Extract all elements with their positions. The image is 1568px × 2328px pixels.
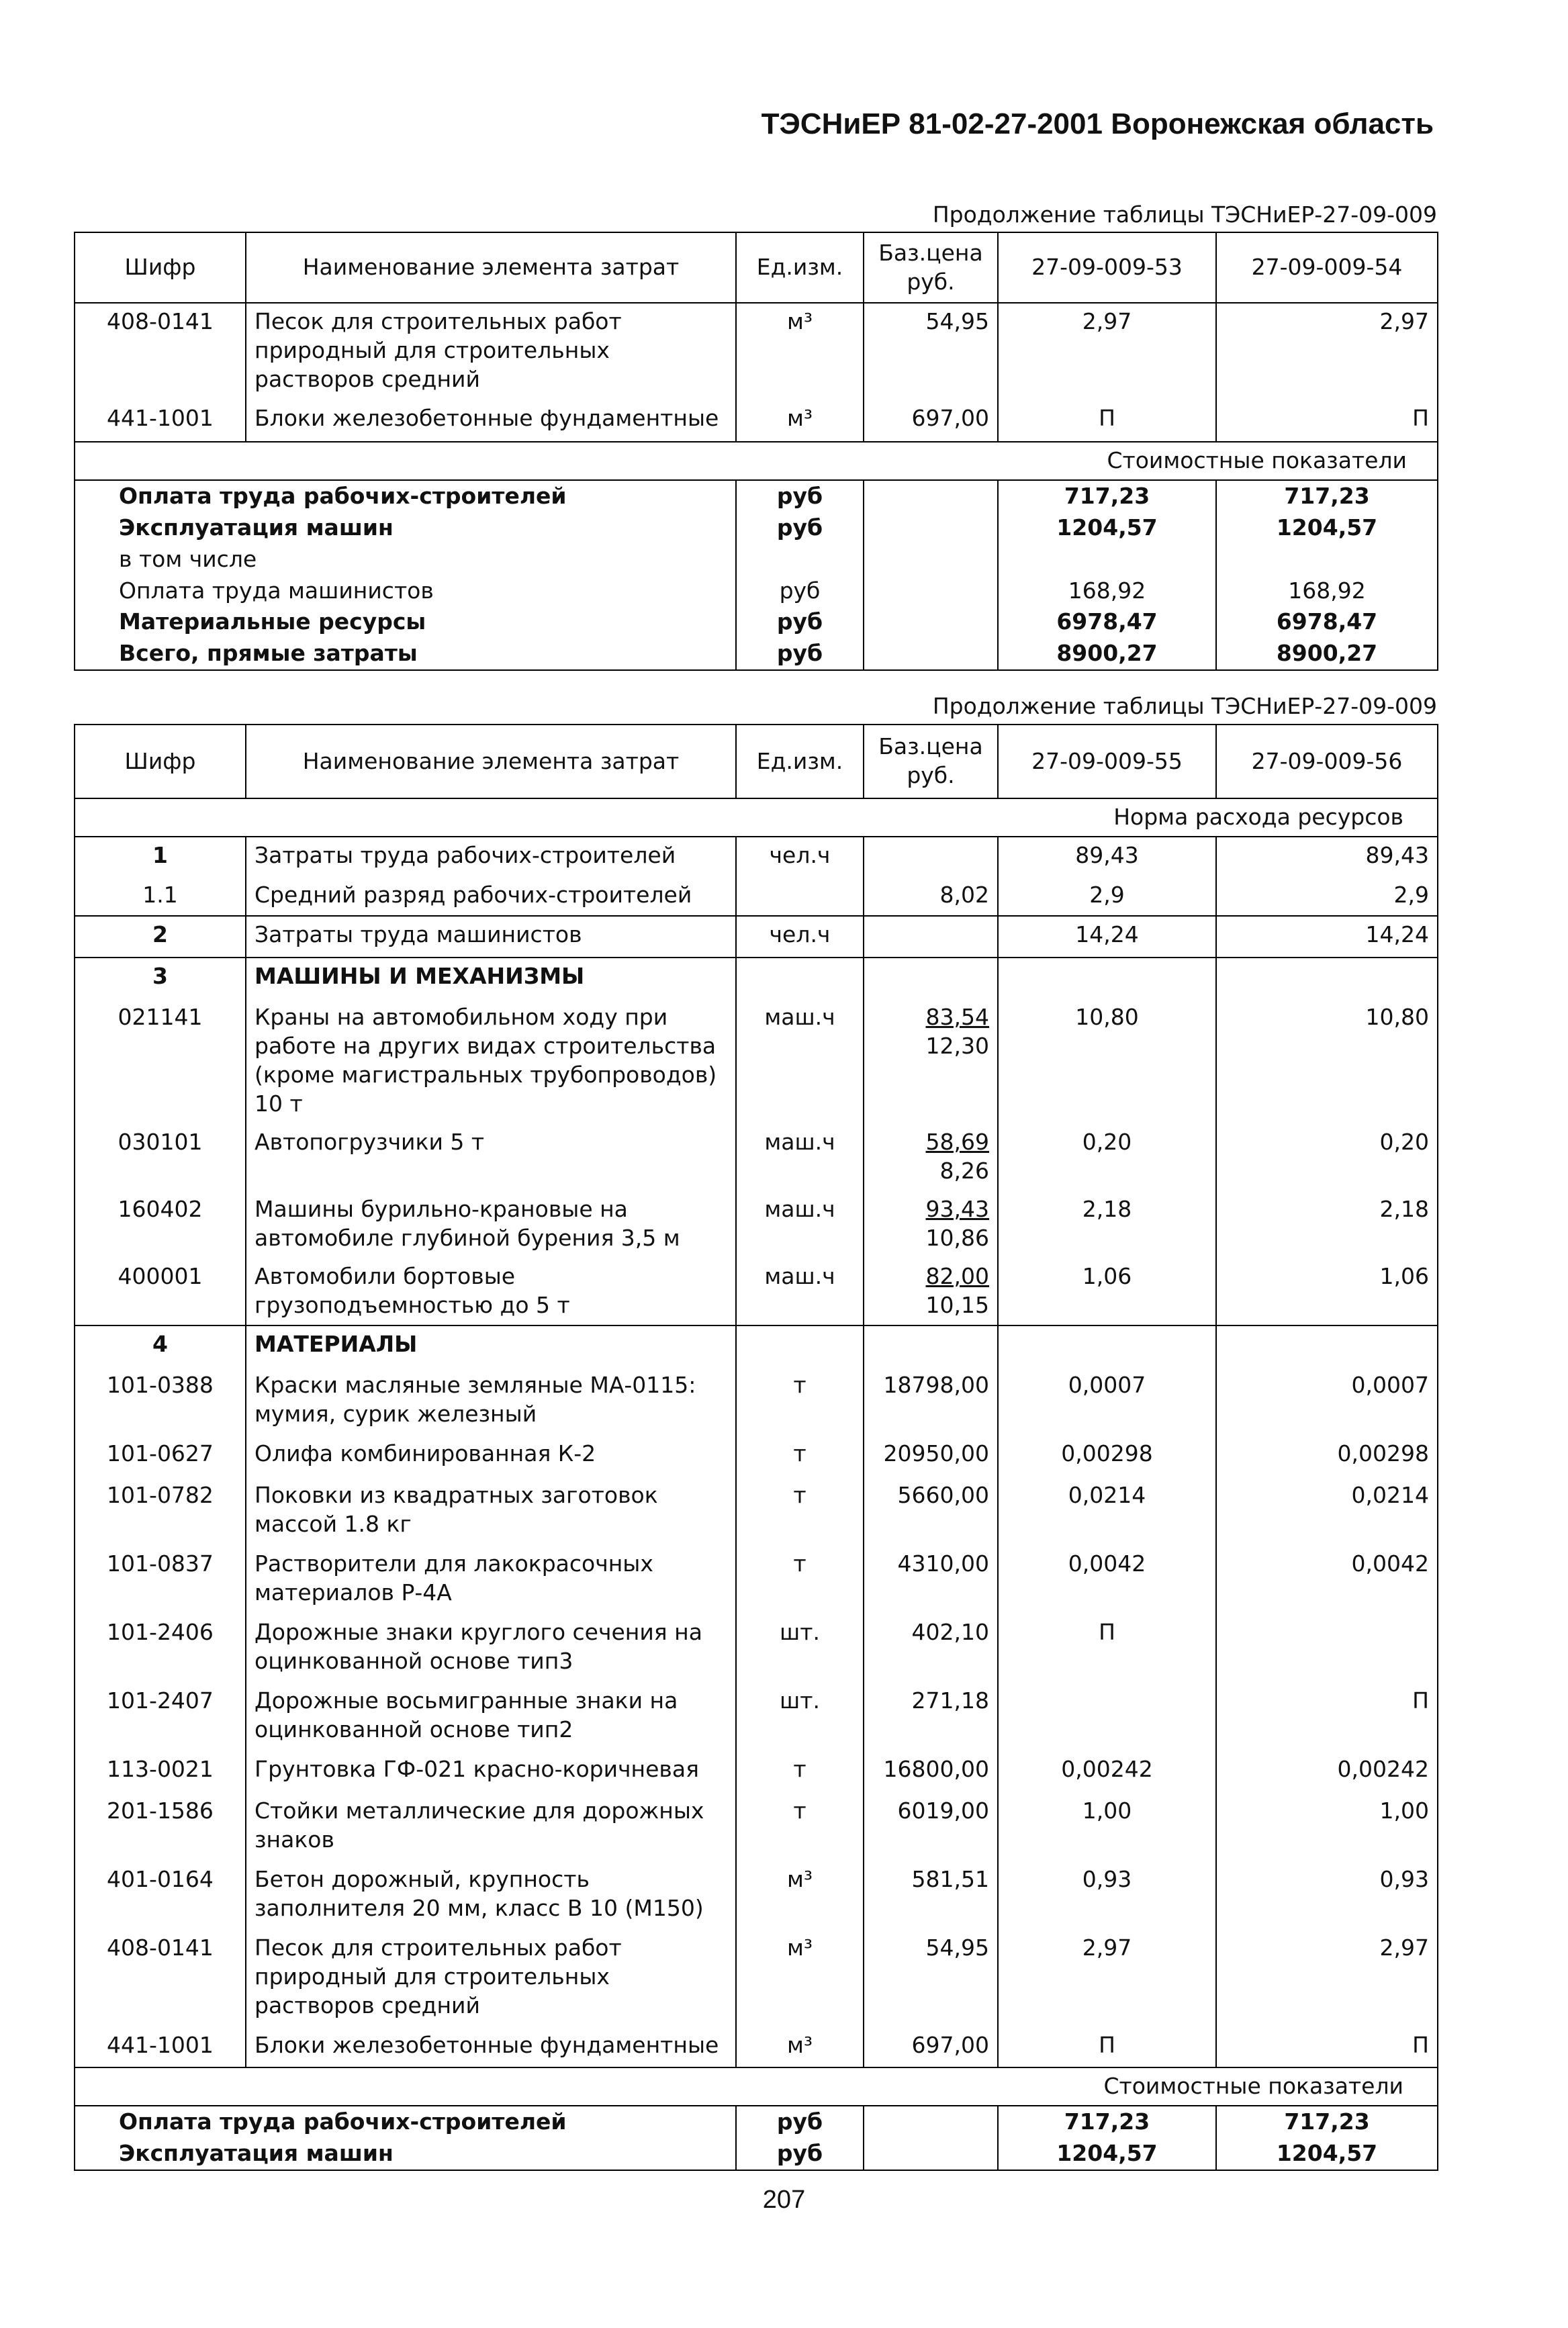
cell-unit: шт. [736, 1614, 864, 1683]
cell-value-2: 1,00 [1216, 1793, 1438, 1861]
cell-code: 101-0627 [75, 1436, 246, 1477]
section-code: 4 [75, 1325, 246, 1367]
cell-value-1: 0,0007 [998, 1367, 1216, 1436]
cell-value-1: 89,43 [998, 837, 1216, 877]
cell-value-1: 2,9 [998, 877, 1216, 916]
cell-price [864, 2106, 998, 2138]
table-row [75, 2138, 1438, 2170]
cell-price [864, 1124, 998, 1191]
cell-price: 581,51 [864, 1861, 998, 1930]
cell-value-2: 2,9 [1216, 877, 1438, 916]
cell-value-1 [998, 1325, 1216, 1367]
price-labor: 12,30 [925, 1032, 989, 1059]
cell-name: Автомобили бортовые грузоподъемностью до 5 т [246, 1258, 736, 1325]
cell-value-1: 2,97 [998, 1930, 1216, 2027]
cell-code: 1.1 [75, 877, 246, 916]
cell-price: 20950,00 [864, 1436, 998, 1477]
total-label: Материальные ресурсы [75, 606, 736, 638]
price-labor: 10,15 [925, 1291, 989, 1318]
header-code: Шифр [75, 232, 246, 303]
cell-price: 402,10 [864, 1614, 998, 1683]
cell-name: Автопогрузчики 5 т [246, 1124, 736, 1191]
table-row [75, 512, 1438, 544]
cell-value-1: 2,97 [998, 303, 1216, 400]
cell-name: Растворители для лакокрасочных материалов Р-4А [246, 1546, 736, 1614]
cell-unit: т [736, 1546, 864, 1614]
cell-unit: т [736, 1793, 864, 1861]
cell-code: 408-0141 [75, 1930, 246, 2027]
total-value-1: 717,23 [998, 2106, 1216, 2138]
total-value-1: 717,23 [998, 480, 1216, 512]
cell-unit: т [736, 1367, 864, 1436]
table1 [74, 232, 1438, 671]
cell-value-1: 10,80 [998, 999, 1216, 1124]
cell-name: Дорожные знаки круглого сечения на оцинкованной основе тип3 [246, 1614, 736, 1683]
cell-value-1: 1,00 [998, 1793, 1216, 1861]
section-title: МАТЕРИАЛЫ [246, 1325, 736, 1367]
total-unit: руб [736, 480, 864, 512]
cell-code: 201-1586 [75, 1793, 246, 1861]
cell-price: 5660,00 [864, 1477, 998, 1546]
header-col2: 27-09-009-54 [1216, 232, 1438, 303]
total-label: Оплата труда рабочих-строителей [75, 480, 736, 512]
cell-price [864, 512, 998, 544]
cell-code: 101-0782 [75, 1477, 246, 1546]
cell-value-2: 0,0007 [1216, 1367, 1438, 1436]
cell-name: Песок для строительных работ природный для строительных растворов средний [246, 1930, 736, 2027]
cell-name: Грунтовка ГФ-021 красно-коричневая [246, 1751, 736, 1793]
cell-unit: т [736, 1477, 864, 1546]
total-value-2: 6978,47 [1216, 606, 1438, 638]
cell-price: 8,02 [864, 877, 998, 916]
table-row [75, 2027, 1438, 2067]
cell-value-2: 0,00298 [1216, 1436, 1438, 1477]
cell-code: 113-0021 [75, 1751, 246, 1793]
cell-value-1: 0,20 [998, 1124, 1216, 1191]
cell-value-1: 14,24 [998, 916, 1216, 958]
table-row [75, 1124, 1438, 1191]
cell-unit: м³ [736, 2027, 864, 2067]
cell-price [864, 1258, 998, 1325]
cell-value-1: 0,00242 [998, 1751, 1216, 1793]
cell-value-2: 10,80 [1216, 999, 1438, 1124]
cell-price: 697,00 [864, 2027, 998, 2067]
cell-price: 18798,00 [864, 1367, 998, 1436]
cell-unit: маш.ч [736, 1258, 864, 1325]
table-row [75, 1614, 1438, 1683]
cell-name: Бетон дорожный, крупность заполнителя 20 мм, класс В 10 (М150) [246, 1861, 736, 1930]
table1-caption: Продолжение таблицы ТЭСНиЕР-27-09-009 [932, 201, 1437, 228]
total-unit: руб [736, 575, 864, 607]
page-number: 207 [762, 2186, 806, 2214]
total-value-2: 1204,57 [1216, 512, 1438, 544]
cell-code: 401-0164 [75, 1861, 246, 1930]
table-row [75, 1436, 1438, 1477]
cell-code: 441-1001 [75, 2027, 246, 2067]
header-col1: 27-09-009-55 [998, 725, 1216, 798]
header-unit: Ед.изм. [736, 725, 864, 798]
cell-value-1: 0,0042 [998, 1546, 1216, 1614]
cell-name: Средний разряд рабочих-строителей [246, 877, 736, 916]
table-row [75, 837, 1438, 877]
cell-value-1: П [998, 400, 1216, 442]
cell-value-2: 2,97 [1216, 303, 1438, 400]
table-row [75, 1751, 1438, 1793]
total-value-1: 1204,57 [998, 2138, 1216, 2170]
cell-value-1: П [998, 1614, 1216, 1683]
table-row [75, 480, 1438, 512]
cell-price [864, 544, 998, 575]
cell-value-2: 1,06 [1216, 1258, 1438, 1325]
cell-code: 101-0388 [75, 1367, 246, 1436]
cell-price: 6019,00 [864, 1793, 998, 1861]
header-name: Наименование элемента затрат [246, 725, 736, 798]
cell-name: Дорожные восьмигранные знаки на оцинкованной основе тип2 [246, 1683, 736, 1751]
cell-code: 400001 [75, 1258, 246, 1325]
table-row [75, 1793, 1438, 1861]
cell-name: Затраты труда машинистов [246, 916, 736, 958]
total-value-1: 168,92 [998, 575, 1216, 607]
header-code: Шифр [75, 725, 246, 798]
section-cost-header: Стоимостные показатели [75, 442, 1438, 480]
table-row [75, 544, 1438, 575]
price-base: 58,69 [925, 1128, 989, 1155]
cell-code: 441-1001 [75, 400, 246, 442]
cell-value-2: П [1216, 2027, 1438, 2067]
cell-unit: чел.ч [736, 916, 864, 958]
cell-value-2: П [1216, 1683, 1438, 1751]
header-col1: 27-09-009-53 [998, 232, 1216, 303]
total-label: Оплата труда машинистов [75, 575, 736, 607]
cell-name: Блоки железобетонные фундаментные [246, 400, 736, 442]
cell-value-1: П [998, 2027, 1216, 2067]
total-unit: руб [736, 2138, 864, 2170]
cell-value-2: 0,0042 [1216, 1546, 1438, 1614]
table-row [75, 958, 1438, 999]
total-unit: руб [736, 2106, 864, 2138]
cell-code: 101-0837 [75, 1546, 246, 1614]
cell-price [864, 916, 998, 958]
cell-value-2: 0,20 [1216, 1124, 1438, 1191]
cell-price: 54,95 [864, 303, 998, 400]
cell-code: 2 [75, 916, 246, 958]
cell-value-2: П [1216, 400, 1438, 442]
table-row [75, 1683, 1438, 1751]
cell-value-2 [1216, 1614, 1438, 1683]
cell-unit: т [736, 1751, 864, 1793]
section-title: МАШИНЫ И МЕХАНИЗМЫ [246, 958, 736, 999]
total-label: Всего, прямые затраты [75, 638, 736, 670]
cell-unit: маш.ч [736, 999, 864, 1124]
cell-value-2: 2,18 [1216, 1191, 1438, 1258]
total-label: Эксплуатация машин [75, 512, 736, 544]
cell-value-2: 0,00242 [1216, 1751, 1438, 1793]
total-value-2: 717,23 [1216, 2106, 1438, 2138]
total-label: в том числе [75, 544, 736, 575]
cell-name: Песок для строительных работ природный для строительных растворов средний [246, 303, 736, 400]
cell-price [864, 575, 998, 607]
total-value-2 [1216, 544, 1438, 575]
cell-name: Краны на автомобильном ходу при работе на других видах строительства (кроме магистральных трубопроводов) 10 т [246, 999, 736, 1124]
cell-unit: т [736, 1436, 864, 1477]
cell-name: Стойки металлические для дорожных знаков [246, 1793, 736, 1861]
table-row [75, 2067, 1438, 2106]
table-row [75, 1367, 1438, 1436]
table-row [75, 575, 1438, 607]
cell-code: 021141 [75, 999, 246, 1124]
total-label: Оплата труда рабочих-строителей [75, 2106, 736, 2138]
cell-value-2 [1216, 958, 1438, 999]
cell-unit: чел.ч [736, 837, 864, 877]
header-name: Наименование элемента затрат [246, 232, 736, 303]
header-unit: Ед.изм. [736, 232, 864, 303]
table-row [75, 1258, 1438, 1325]
total-unit: руб [736, 606, 864, 638]
total-value-1: 1204,57 [998, 512, 1216, 544]
cell-name: Затраты труда рабочих-строителей [246, 837, 736, 877]
cell-value-2: 2,97 [1216, 1930, 1438, 2027]
cell-unit: м³ [736, 400, 864, 442]
table-row [75, 1325, 1438, 1367]
cell-unit [736, 958, 864, 999]
cell-price: 54,95 [864, 1930, 998, 2027]
cell-value-2: 0,0214 [1216, 1477, 1438, 1546]
table-row [75, 916, 1438, 958]
cell-name: Поковки из квадратных заготовок массой 1.8 кг [246, 1477, 736, 1546]
cell-unit: м³ [736, 1930, 864, 2027]
header-price: Баз.цена руб. [864, 232, 998, 303]
cell-unit [736, 1325, 864, 1367]
table2 [74, 724, 1438, 2171]
table-row [75, 1861, 1438, 1930]
cell-name: Краски масляные земляные МА-0115: мумия, сурик железный [246, 1367, 736, 1436]
cell-value-1 [998, 1683, 1216, 1751]
table-row [75, 1930, 1438, 2027]
cell-code: 1 [75, 837, 246, 877]
cell-value-2 [1216, 1325, 1438, 1367]
table-row [75, 1546, 1438, 1614]
cell-price [864, 837, 998, 877]
cell-price [864, 638, 998, 670]
price-labor: 10,86 [925, 1224, 989, 1251]
cell-unit [736, 877, 864, 916]
total-value-2: 8900,27 [1216, 638, 1438, 670]
price-labor: 8,26 [939, 1157, 989, 1184]
table-row [75, 606, 1438, 638]
section-cost-header: Стоимостные показатели [75, 2067, 1438, 2106]
cell-unit: шт. [736, 1683, 864, 1751]
cell-price [864, 999, 998, 1124]
cell-value-1: 1,06 [998, 1258, 1216, 1325]
cell-price: 4310,00 [864, 1546, 998, 1614]
cell-unit: маш.ч [736, 1124, 864, 1191]
cell-value-2: 89,43 [1216, 837, 1438, 877]
total-value-1 [998, 544, 1216, 575]
cell-price [864, 2138, 998, 2170]
table-row [75, 638, 1438, 670]
cell-value-1: 2,18 [998, 1191, 1216, 1258]
header-price: Баз.цена руб. [864, 725, 998, 798]
cell-name: Олифа комбинированная К-2 [246, 1436, 736, 1477]
total-value-2: 168,92 [1216, 575, 1438, 607]
cell-value-1 [998, 958, 1216, 999]
cell-code: 101-2407 [75, 1683, 246, 1751]
price-base: 83,54 [925, 1003, 989, 1030]
table-row [75, 1191, 1438, 1258]
section-code: 3 [75, 958, 246, 999]
total-unit: руб [736, 512, 864, 544]
cell-price: 16800,00 [864, 1751, 998, 1793]
cell-code: 101-2406 [75, 1614, 246, 1683]
cell-value-1: 0,00298 [998, 1436, 1216, 1477]
cell-value-2: 0,93 [1216, 1861, 1438, 1930]
table-row [75, 400, 1438, 442]
cell-code: 030101 [75, 1124, 246, 1191]
section-norm-header: Норма расхода ресурсов [75, 798, 1438, 837]
price-base: 82,00 [925, 1262, 989, 1289]
cell-value-2: 14,24 [1216, 916, 1438, 958]
total-unit [736, 544, 864, 575]
cell-name: Блоки железобетонные фундаментные [246, 2027, 736, 2067]
table-row [75, 2106, 1438, 2138]
table-row [75, 1477, 1438, 1546]
table-row [75, 303, 1438, 400]
cell-value-1: 0,93 [998, 1861, 1216, 1930]
cell-price: 271,18 [864, 1683, 998, 1751]
total-value-1: 8900,27 [998, 638, 1216, 670]
table-row [75, 999, 1438, 1124]
cell-price [864, 1325, 998, 1367]
total-unit: руб [736, 638, 864, 670]
cell-name: Машины бурильно-крановые на автомобиле глубиной бурения 3,5 м [246, 1191, 736, 1258]
cell-code: 408-0141 [75, 303, 246, 400]
total-value-1: 6978,47 [998, 606, 1216, 638]
page-title: ТЭСНиЕР 81-02-27-2001 Воронежская область [761, 107, 1434, 140]
table2-caption: Продолжение таблицы ТЭСНиЕР-27-09-009 [932, 693, 1437, 719]
cell-price [864, 480, 998, 512]
cell-price [864, 606, 998, 638]
cell-price [864, 1191, 998, 1258]
header-col2: 27-09-009-56 [1216, 725, 1438, 798]
table-row [75, 877, 1438, 916]
total-value-2: 717,23 [1216, 480, 1438, 512]
cell-unit: м³ [736, 1861, 864, 1930]
cell-price: 697,00 [864, 400, 998, 442]
cell-unit: маш.ч [736, 1191, 864, 1258]
cell-value-1: 0,0214 [998, 1477, 1216, 1546]
cell-code: 160402 [75, 1191, 246, 1258]
price-base: 93,43 [925, 1195, 989, 1222]
total-label: Эксплуатация машин [75, 2138, 736, 2170]
cell-unit: м³ [736, 303, 864, 400]
cell-price [864, 958, 998, 999]
total-value-2: 1204,57 [1216, 2138, 1438, 2170]
